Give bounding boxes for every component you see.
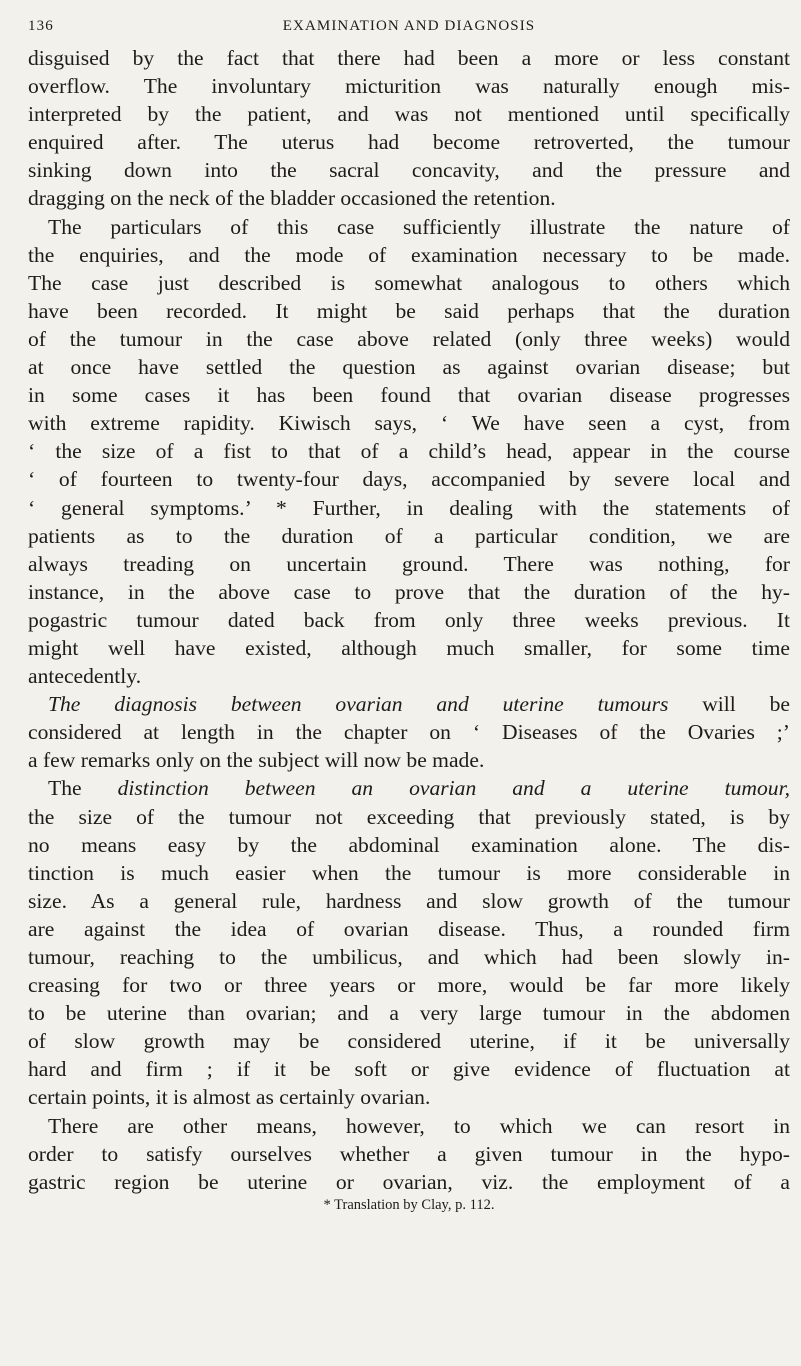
text-line — [28, 465, 790, 493]
page-number: 136 — [28, 18, 54, 34]
text-segment: disguised by the fact that there had been a more or less constant — [28, 46, 790, 70]
text-line — [28, 1140, 790, 1168]
text-line — [28, 746, 790, 774]
text-line — [28, 859, 790, 887]
text-line — [28, 915, 790, 943]
text-line — [28, 409, 790, 437]
text-segment: pogastric tumour dated back from only three weeks previous. It — [28, 607, 790, 632]
text-segment: ‘ general symptoms.’ * Further, in dealing with the statements of — [28, 495, 790, 520]
italic-text: The diagnosis between ovarian and uterine tumours — [48, 692, 669, 717]
text-segment: gastric region be uterine or ovarian, viz. the employment of a — [28, 1169, 790, 1194]
text-line — [28, 1083, 790, 1111]
text-segment: dragging on the neck of the bladder occasioned the retention. — [28, 186, 556, 211]
text-line — [28, 999, 790, 1027]
text-line — [28, 1168, 790, 1196]
text-line — [28, 156, 790, 184]
text-line — [28, 887, 790, 915]
text-segment: The — [48, 776, 118, 801]
text-segment: always treading on uncertain ground. There was nothing, for — [28, 551, 790, 576]
text-segment: size. As a general rule, hardness and slow growth of the tumour — [28, 888, 790, 913]
text-segment: a few remarks only on the subject will now be made. — [28, 748, 485, 773]
text-segment: patients as to the duration of a particular condition, we are — [28, 523, 790, 548]
text-segment: the enquiries, and the mode of examination necessary to be made. — [28, 242, 790, 267]
text-segment: ‘ the size of a fist to that of a child’s head, appear in the course — [28, 439, 790, 464]
text-segment: tinction is much easier when the tumour is more considerable in — [28, 860, 790, 885]
text-line — [28, 128, 790, 156]
text-line — [28, 325, 790, 353]
text-line — [28, 494, 790, 522]
text-segment: The case just described is somewhat analogous to others which — [28, 270, 790, 295]
text-segment: ‘ of fourteen to twenty-four days, accompanied by severe local and — [28, 467, 790, 492]
text-line — [28, 690, 790, 718]
text-segment: will be — [668, 692, 790, 717]
text-segment: have been recorded. It might be said perhaps that the duration — [28, 298, 790, 323]
text-segment: of the tumour in the case above related (only three weeks) would — [28, 326, 790, 351]
text-segment: are against the idea of ovarian disease. Thus, a rounded firm — [28, 916, 790, 941]
text-line — [28, 831, 790, 859]
text-segment: sinking down into the sacral concavity, and the pressure and — [28, 158, 790, 183]
text-segment: hard and firm ; if it be soft or give evidence of fluctuation at — [28, 1057, 790, 1082]
text-segment: considered at length in the chapter on ‘ Diseases of the Ovaries ;’ — [28, 720, 790, 745]
text-segment: There are other means, however, to which we can resort in — [48, 1113, 790, 1138]
text-segment: with extreme rapidity. Kiwisch says, ‘ We have seen a cyst, from — [28, 411, 790, 436]
text-line — [28, 353, 790, 381]
text-segment: creasing for two or three years or more, would be far more likely — [28, 973, 790, 998]
text-segment: The particulars of this case sufficiently illustrate the nature of — [48, 214, 790, 239]
text-line — [28, 1027, 790, 1055]
text-segment: interpreted by the patient, and was not mentioned until specifically — [28, 102, 790, 127]
text-line — [28, 774, 790, 802]
page-header — [28, 14, 790, 44]
body-text — [28, 44, 790, 1196]
text-segment: certain points, it is almost as certainly ovarian. — [28, 1085, 431, 1110]
text-line — [28, 1055, 790, 1083]
text-segment: order to satisfy ourselves whether a given tumour in the hypo- — [28, 1141, 790, 1166]
text-line — [28, 381, 790, 409]
text-segment: enquired after. The uterus had become retroverted, the tumour — [28, 130, 790, 155]
text-line — [28, 634, 790, 662]
text-line — [28, 718, 790, 746]
italic-text: distinction between an ovarian and a uterine tumour, — [117, 776, 790, 801]
text-segment: in some cases it has been found that ovarian disease progresses — [28, 383, 790, 408]
text-line — [28, 44, 790, 72]
text-line — [28, 297, 790, 325]
running-title: EXAMINATION AND DIAGNOSIS — [282, 18, 536, 34]
text-segment: to be uterine than ovarian; and a very large tumour in the abdomen — [28, 1001, 790, 1026]
text-line — [28, 269, 790, 297]
text-segment: the size of the tumour not exceeding that previously stated, is by — [28, 804, 790, 829]
text-line — [28, 213, 790, 241]
text-line — [28, 241, 790, 269]
text-line — [28, 578, 790, 606]
text-line — [28, 606, 790, 634]
book-page — [28, 14, 790, 1214]
text-segment: antecedently. — [28, 664, 142, 689]
text-line — [28, 1112, 790, 1140]
text-line — [28, 100, 790, 128]
text-line — [28, 72, 790, 100]
text-segment: instance, in the above case to prove that the duration of the hy- — [28, 579, 790, 604]
text-segment: might well have existed, although much smaller, for some time — [28, 635, 790, 660]
text-line — [28, 971, 790, 999]
text-line — [28, 943, 790, 971]
text-line — [28, 522, 790, 550]
text-line — [28, 803, 790, 831]
text-segment: overflow. The involuntary micturition was naturally enough mis- — [28, 74, 790, 99]
footnote: * Translation by Clay, p. 112. — [323, 1196, 495, 1213]
text-segment: at once have settled the question as against ovarian disease; but — [28, 355, 790, 380]
text-segment: tumour, reaching to the umbilicus, and which had been slowly in- — [28, 945, 790, 969]
text-line — [28, 662, 790, 690]
text-line — [28, 550, 790, 578]
text-line — [28, 437, 790, 465]
text-segment: no means easy by the abdominal examination alone. The dis- — [28, 832, 790, 857]
text-line — [28, 184, 790, 212]
text-segment: of slow growth may be considered uterine, if it be universally — [28, 1029, 790, 1054]
